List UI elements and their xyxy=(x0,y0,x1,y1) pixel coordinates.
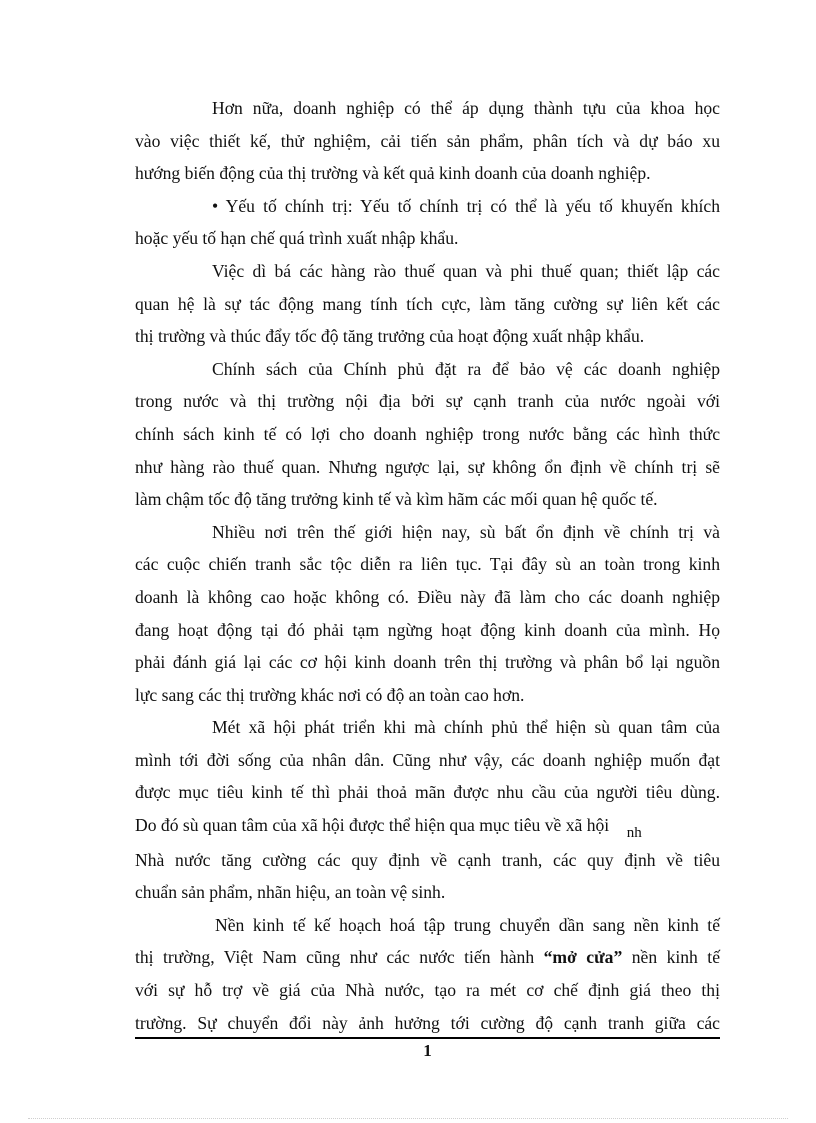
text-line: chuẩn sản phẩm, nhãn hiệu, an toàn vệ sinh. xyxy=(135,882,446,903)
text-line xyxy=(135,941,720,974)
text-line: các cuộc chiến tranh sắc tộc diễn ra liên tục. Tại đây sù an toàn trong kinh xyxy=(135,554,720,575)
paragraph-government-policy xyxy=(135,353,720,516)
text-line: hoặc yếu tố hạn chế quá trình xuất nhập khẩu. xyxy=(135,228,459,249)
page-number: 1 xyxy=(423,1041,432,1060)
text-line: làm chậm tốc độ tăng trưởng kinh tế và kìm hãm các mối quan hệ quốc tế. xyxy=(135,489,658,510)
text-line: hướng biến động của thị trường và kết quả kinh doanh của doanh nghiệp. xyxy=(135,163,651,184)
bullet-line: • Yếu tố chính trị: Yếu tố chính trị có thể là yếu tố khuyến khích xyxy=(212,195,720,216)
document-body xyxy=(135,92,720,1039)
text-line: Mét xã hội phát triển khi mà chính phủ thể hiện sù quan tâm của xyxy=(212,717,720,738)
text-line: lực sang các thị trường khác nơi có độ an toàn cao hơn. xyxy=(135,684,525,705)
paragraph-technology xyxy=(135,92,720,190)
paragraph-instability xyxy=(135,516,720,712)
text-line xyxy=(135,809,720,844)
text-line: quan hệ là sự tác động mang tính tích cực, làm tăng cường sự liên kết các xyxy=(135,293,720,314)
paragraph-market-economy xyxy=(135,909,720,1039)
text-line: thị trường và thúc đẩy tốc độ tăng trưởng của hoạt động xuất nhập khẩu. xyxy=(135,326,645,347)
page-edge-dotted-line xyxy=(28,1118,788,1119)
text-line: được mục tiêu kinh tế thì phải thoả mãn được nhu cầu của người tiêu dùng. xyxy=(135,782,720,803)
text-line: vào việc thiết kế, thử nghiệm, cải tiến sản phẩm, phân tích và dự báo xu xyxy=(135,130,720,151)
text-line-part: nền kinh tế xyxy=(631,947,721,968)
text-line: trong nước và thị trường nội địa bởi sự cạnh tranh của nước ngoài với xyxy=(135,391,720,412)
bold-phrase: “mở cửa” xyxy=(543,947,623,968)
text-line: như hàng rào thuế quan. Nhưng ngược lại, sự không ổn định về chính trị sẽ xyxy=(135,456,720,477)
paragraph-tariffs xyxy=(135,255,720,353)
text-line: mình tới đời sống của nhân dân. Cũng như vậy, các doanh nghiệp muốn đạt xyxy=(135,749,720,770)
text-line: Hơn nữa, doanh nghiệp có thể áp dụng thành tựu của khoa học xyxy=(212,98,720,118)
text-line: Nền kinh tế kế hoạch hoá tập trung chuyển dần sang nền kinh tế xyxy=(215,914,720,935)
text-line: đang hoạt động tại đó phải tạm ngừng hoạt động kinh doanh của mình. Họ xyxy=(135,619,720,640)
text-line: Chính sách của Chính phủ đặt ra để bảo vệ các doanh nghiệp xyxy=(212,358,720,379)
footer-rule xyxy=(135,1037,720,1039)
text-line-part: thị trường, Việt Nam cũng như các nước tiến hành xyxy=(135,947,535,968)
paragraph-social xyxy=(135,711,720,909)
text-line: Nhiều nơi trên thế giới hiện nay, sù bất ổn định về chính trị và xyxy=(212,521,720,542)
text-line-part: Do đó sù quan tâm của xã hội được thể hiện qua mục tiêu về xã hội xyxy=(135,815,610,836)
text-line: chính sách kinh tế có lợi cho doanh nghiệp trong nước bằng các hình thức xyxy=(135,423,720,444)
text-line: doanh là không cao hoặc không có. Điều này đã làm cho các doanh nghiệp xyxy=(135,586,720,607)
text-line: trường. Sự chuyển đổi này ảnh hưởng tới cường độ cạnh tranh giữa các xyxy=(135,1012,720,1033)
paragraph-political-factor xyxy=(135,190,720,255)
text-line: với sự hỗ trợ về giá của Nhà nước, tạo ra mét cơ chế định giá theo thị xyxy=(135,980,720,1001)
text-line: Nhà nước tăng cường các quy định về cạnh tranh, các quy định về tiêu xyxy=(135,849,720,870)
text-line: phải đánh giá lại các cơ hội kinh doanh trên thị trường và phân bổ lại nguồn xyxy=(135,652,720,673)
text-line: Việc dì bá các hàng rào thuế quan và phi thuế quan; thiết lập các xyxy=(212,260,720,281)
trailing-fragment: nh xyxy=(626,825,642,842)
